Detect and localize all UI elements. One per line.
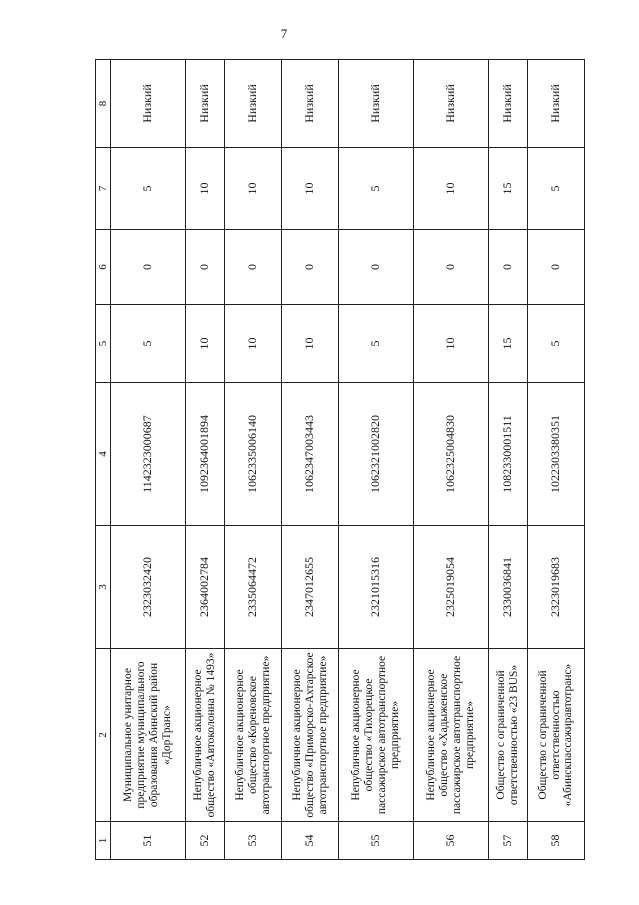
registry-table — [95, 59, 585, 860]
column-header: 8 — [96, 60, 111, 148]
organization-name: Муниципальное унитарное предприятие муниципального образования Абинский район «ДорТранс» — [111, 649, 186, 822]
column-header: 6 — [96, 230, 111, 305]
organization-name: Непубличное акционерное общество «Тихорецкое пассажирское автотранспортное предприятие» — [339, 649, 414, 822]
organization-name: Непубличное акционерное общество «Хадыженское пассажирское автотранспортное предприятие» — [413, 649, 488, 822]
row-number: 53 — [225, 822, 282, 860]
table-row — [225, 60, 282, 860]
column-5-value: 10 — [225, 305, 282, 383]
row-number: 58 — [527, 822, 584, 860]
column-header: 2 — [96, 649, 111, 822]
ogrn: 1062347003443 — [282, 383, 339, 526]
row-number: 54 — [282, 822, 339, 860]
inn: 2325019054 — [413, 526, 488, 649]
column-header: 3 — [96, 526, 111, 649]
ogrn: 1062325004830 — [413, 383, 488, 526]
column-5-value: 5 — [111, 305, 186, 383]
row-number: 55 — [339, 822, 414, 860]
table-row — [527, 60, 584, 860]
column-5-value: 10 — [413, 305, 488, 383]
rotated-table-container — [95, 60, 585, 860]
ogrn: 1082330001511 — [488, 383, 527, 526]
table-row — [185, 60, 224, 860]
risk-category: Низкий — [488, 60, 527, 148]
table-row — [339, 60, 414, 860]
column-header: 5 — [96, 305, 111, 383]
column-5-value: 5 — [339, 305, 414, 383]
column-6-value: 0 — [225, 230, 282, 305]
column-5-value: 10 — [282, 305, 339, 383]
column-5-value: 15 — [488, 305, 527, 383]
inn: 2323032420 — [111, 526, 186, 649]
risk-category: Низкий — [111, 60, 186, 148]
organization-name: Непубличное акционерное общество «Кореновское автотранспортное предприятие» — [225, 649, 282, 822]
risk-category: Низкий — [185, 60, 224, 148]
risk-category: Низкий — [282, 60, 339, 148]
column-7-value: 5 — [339, 148, 414, 230]
organization-name: Общество с ограниченной ответственностью «Абинскпассажиравтотранс» — [527, 649, 584, 822]
risk-category: Низкий — [413, 60, 488, 148]
inn: 2347012655 — [282, 526, 339, 649]
column-7-value: 15 — [488, 148, 527, 230]
column-6-value: 0 — [527, 230, 584, 305]
ogrn: 1022303380351 — [527, 383, 584, 526]
ogrn: 1092364001894 — [185, 383, 224, 526]
organization-name: Непубличное акционерное общество «Автоколонна № 1493» — [185, 649, 224, 822]
column-7-value: 5 — [527, 148, 584, 230]
column-header: 7 — [96, 148, 111, 230]
risk-category: Низкий — [225, 60, 282, 148]
column-7-value: 10 — [413, 148, 488, 230]
header-row — [96, 60, 111, 860]
column-6-value: 0 — [339, 230, 414, 305]
row-number: 52 — [185, 822, 224, 860]
column-5-value: 5 — [527, 305, 584, 383]
column-header: 4 — [96, 383, 111, 526]
table-row — [488, 60, 527, 860]
column-7-value: 10 — [282, 148, 339, 230]
inn: 2330036841 — [488, 526, 527, 649]
column-header: 1 — [96, 822, 111, 860]
row-number: 51 — [111, 822, 186, 860]
inn: 2335064472 — [225, 526, 282, 649]
table-row — [413, 60, 488, 860]
inn: 2323019683 — [527, 526, 584, 649]
table-row — [111, 60, 186, 860]
row-number: 56 — [413, 822, 488, 860]
column-7-value: 10 — [225, 148, 282, 230]
organization-name: Общество с ограниченной ответственностью «23 BUS» — [488, 649, 527, 822]
inn: 2364002784 — [185, 526, 224, 649]
inn: 2321015316 — [339, 526, 414, 649]
ogrn: 1142323000687 — [111, 383, 186, 526]
ogrn: 1062321002820 — [339, 383, 414, 526]
column-6-value: 0 — [488, 230, 527, 305]
organization-name: Непубличное акционерное общество «Приморско-Ахтарское автотранспортное предприятие» — [282, 649, 339, 822]
column-6-value: 0 — [413, 230, 488, 305]
ogrn: 1062335006140 — [225, 383, 282, 526]
column-5-value: 10 — [185, 305, 224, 383]
risk-category: Низкий — [339, 60, 414, 148]
table-row — [282, 60, 339, 860]
column-6-value: 0 — [282, 230, 339, 305]
risk-category: Низкий — [527, 60, 584, 148]
row-number: 57 — [488, 822, 527, 860]
column-6-value: 0 — [111, 230, 186, 305]
page-number: 7 — [280, 26, 288, 41]
column-7-value: 5 — [111, 148, 186, 230]
column-6-value: 0 — [185, 230, 224, 305]
column-7-value: 10 — [185, 148, 224, 230]
